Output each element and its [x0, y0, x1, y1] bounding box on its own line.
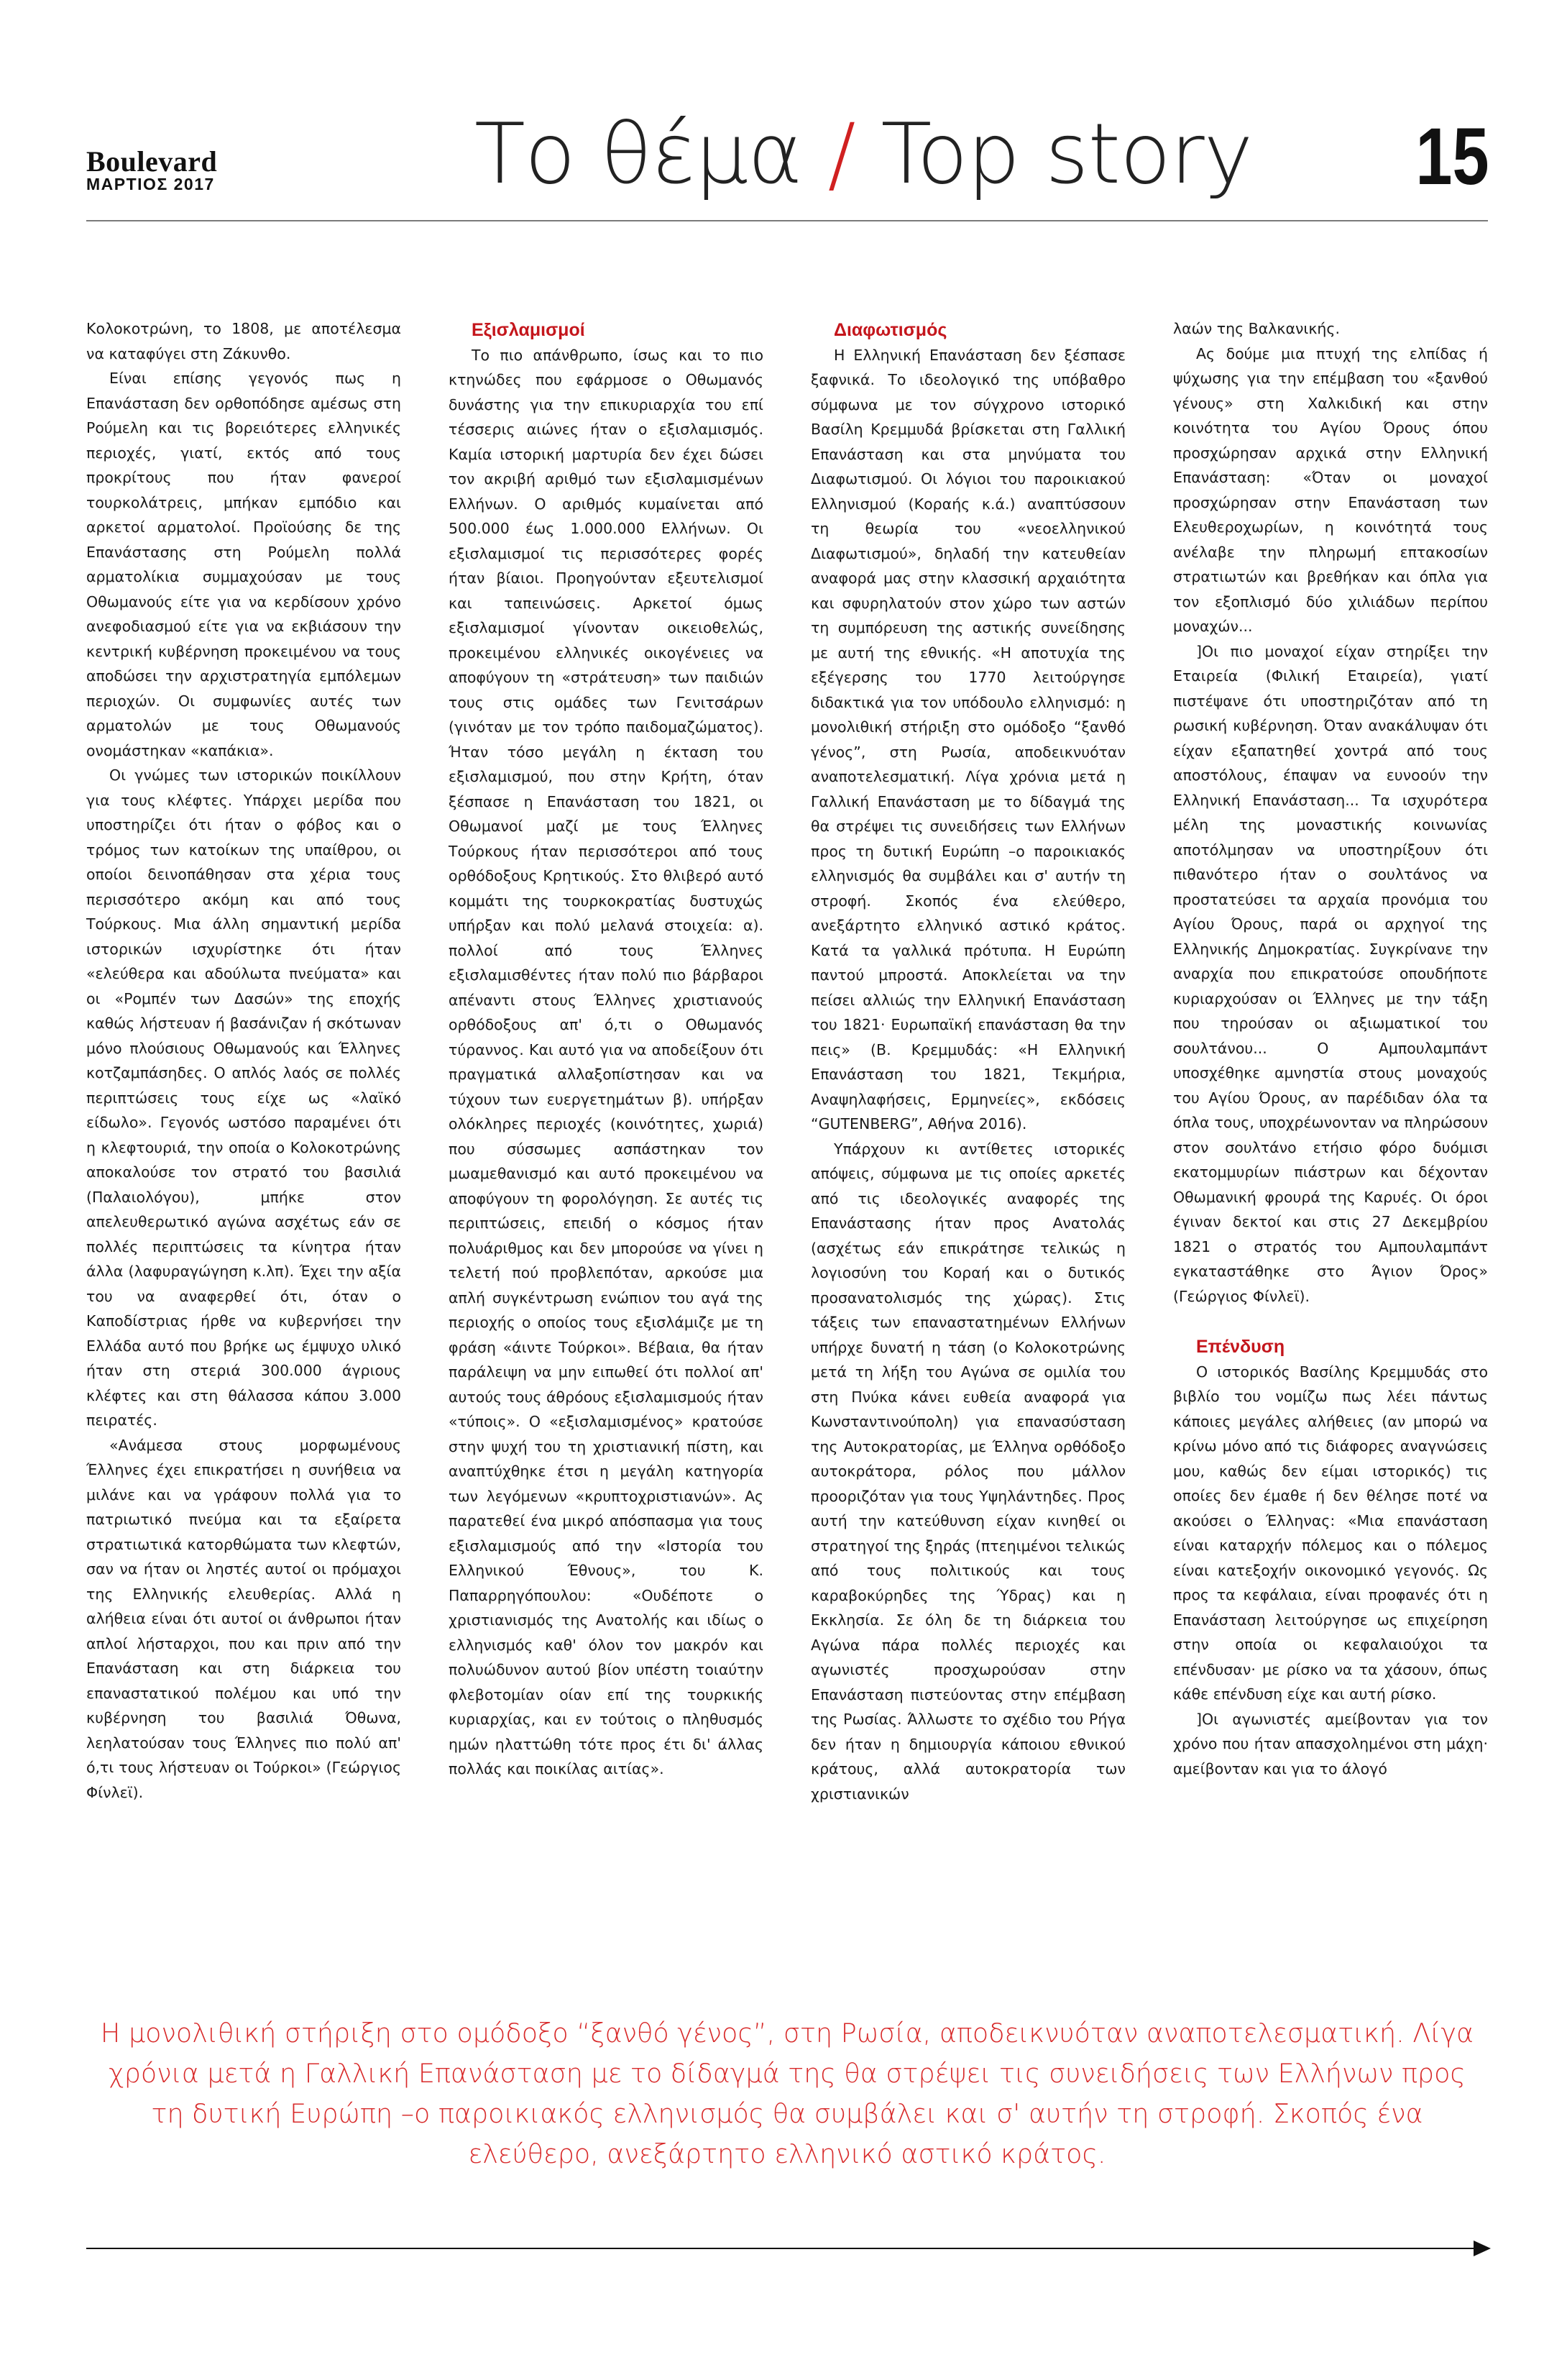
paragraph: Το πιο απάνθρωπο, ίσως και το πιο κτηνώδες που εφάρμοσε ο Οθωμανός δυνάστης για την επικυριαρχία του επί τέσσερις αιώνες ήταν ο εξισλαμισμός. Καμία ιστορική μαρτυρία δεν έχει δώσει τον ακριβή αριθμό των εξισλαμισμένων Ελλήνων. Ο αριθμός κυμαίνεται από 500.000 έως 1.000.000 Ελλήνων. Οι εξισλαμισμοί τις περισσότερες φορές ήταν βίαιοι. Προηγούνταν εξευτελισμοί και ταπεινώσεις. Αρκετοί όμως εξισλαμισμοί γίνονταν οικειοθελώς, προκειμένου ελληνικές οικογένειες να αποφύγουν τη «στράτευση» των παιδιών τους στις ομάδες των Γενιτσάρων (γινόταν με τον τρόπο παιδομαζώματος). Ήταν τόσο μεγάλη η έκταση του εξισλαμισμού, που στην Κρήτη, όταν ξέσπασε η Επανάσταση του 1821, οι Οθωμανοί μαζί με τους Έλληνες Τούρκους ήταν περισσότεροι από τους ορθόδοξους Κρητικούς. Στο θλιβερό αυτό κομμάτι της τουρκοκρατίας δυστυχώς υπήρξαν και πολύ μελανά στοιχεία: α). πολλοί από τους Έλληνες εξισλαμισθέντες ήταν πολύ πιο βάρβαροι απέναντι στους Έλληνες χριστιανούς ορθόδοξους απ' ό,τι ο Οθωμανός τύραννος. Και αυτό για να αποδείξουν ότι πραγματικά αλλαξοπίστησαν και να τύχουν των ευεργετημάτων β). υπήρξαν ολόκληρες περιοχές (κοινότητες, χωριά) που σύσσωμες ασπάστηκαν τον μωαμεθανισμό και αυτό προκειμένου να αποφύγουν τη φορολόγηση. Σε αυτές τις περιπτώσεις, επειδή ο κόσμος ήταν πολυάριθμος και δεν μπορούσε να γίνει η τελετή πού προβλεπόταν, αρκούσε μια απλή συγκέντρωση ενώπιον του αγά της περιοχής ο οποίος τους εξισλάμιζε με τη φράση «άιντε Τούρκοι». Βέβαια, θα ήταν παράλειψη να μην ειπωθεί ότι πολλοί απ' αυτούς τους άθρόους εξισλαμισμούς ήταν «τύποις». Ο «εξισλαμισμένος» κρατούσε στην ψυχή του τη χριστιανική πίστη, και αναπτύχθηκε έτσι η μεγάλη κατηγορία των λεγόμενων «κρυπτοχριστιανών». Ας παρατεθεί ένα μικρό απόσπασμα για τους εξισλαμισμούς από την «Ιστορία του Ελληνικού Έθνους», του Κ. Παπαρρηγόπουλου: «Ουδέποτε ο χριστιανισμός της Ανατολής και ιδίως ο ελληνισμός καθ' όλον τον μακρόν και πολυώδυνον αυτού βίον υπέστη τοιαύτην φλεβοτομίαν οίαν επί της τουρκικής κυριαρχίας, και εν τούτοις ο πληθυσμός ημών ηλαττώθη τότε προς έτι δι' άλλας πολλάς και ποικίλας αιτίας». [449, 346, 763, 1777]
paragraph: Υπάρχουν κι αντίθετες ιστορικές απόψεις, σύμφωνα με τις οποίες αρκετές από τις ιδεολογικές αναφορές της Επανάστασης ήταν προς Ανατολάς (ασχέτως εάν επικράτησε τελικώς η λογιοσύνη του Κοραή και ο δυτικός προσανατολισμός της χώρας). Στις τάξεις των επαναστατημένων Ελλήνων υπήρχε δυνατή η τάση (ο Κολοκοτρώνης μετά τη λήξη του Αγώνα σε ομιλία του στη Πνύκα κάνει ευθεία αναφορά για Κωνσταντινούπολη) για επανασύσταση της Αυτοκρατορίας, με Έλληνα ορθόδοξο αυτοκράτορα, ρόλος που μάλλον προοριζόταν για τους Υψηλάντηδες. Προς αυτή την κατεύθυνση είχαν κινηθεί οι στρατηγοί της ξηράς (πτεηιμένοι τελικώς από τους πολιτικούς και τους καραβοκύρηδες της Ύδρας) και η Εκκλησία. Σε όλη δε τη διάρκεια του Αγώνα πάρα πολλές περιοχές και αγωνιστές προσχωρούσαν στην Επανάσταση πιστεύοντας στην επέμβαση της Ρωσίας. Άλλωστε το σχέδιο του Ρήγα δεν ήταν η δημιουργία κάποιου εθνικού κράτους, αλλά αυτοκρατορία των χριστιανικών [811, 1140, 1126, 1803]
section-title-separator: / [801, 106, 881, 203]
text-column-2 [449, 316, 763, 1970]
paragraph: Ο ιστορικός Βασίλης Κρεμμυδάς στο βιβλίο του νομίζω πως λέει πάντως κάποιες μεγάλες αλήθειες (αν μπορώ να κρίνω μόνο από τις διάφορες αναγνώσεις μου, καθώς δεν είμαι ιστορικός) τις οποίες δεν έμαθε ή δεν θέλησε ποτέ να ακούσει ο Έλληνας: «Μια επανάσταση είναι καταρχήν πόλεμος και ο πόλεμος είναι κατεξοχήν οικονομικό γεγονός. Ως προς τα κεφάλαια, είναι προφανές ότι η Επανάσταση λειτούργησε ως επιχείρηση στην οποία οι κεφαλαιούχοι τα επένδυσαν· με ρίσκο να τα χάσουν, όπως κάθε επένδυση είχε και αυτή ρίσκο. [1173, 1363, 1488, 1703]
section-title-greek: Το θέμα [474, 106, 802, 203]
section-title-english: Top story [881, 106, 1253, 203]
text-column-3 [811, 316, 1126, 1970]
subheading: Επένδυση [1196, 1337, 1285, 1357]
subheading: Διαφωτισμός [834, 320, 947, 340]
text-column-1 [86, 316, 401, 1970]
paragraph: Η Ελληνική Επανάσταση δεν ξέσπασε ξαφνικά. Το ιδεολογικό της υπόβαθρο σύμφωνα με τον σύγχρονο ιστορικό Βασίλη Κρεμμυδά βρίσκεται στη Γαλλική Επανάσταση και στα μηνύματα του Διαφωτισμού. Οι λόγιοι του παροικιακού Ελληνισμού (Κοραής κ.ά.) αναπτύσσουν τη θεωρία του «νεοελληνικού Διαφωτισμού», δηλαδή την κατευθείαν αναφορά μας στην κλασσική αρχαιότητα και σφυρηλατούν στον χώρο των αστών τη συμπόρευση της αστικής συνείδησης με αυτή της εθνικής. «Η αποτυχία της εξέγερσης του 1770 λειτούργησε διδακτικά για τον υπόδουλο ελληνισμό: η μονολιθική στήριξη στο ομόδοξο “ξανθό γένος”, στη Ρωσία, αποδεικνυόταν αναποτελεσματική. Λίγα χρόνια μετά η Γαλλική Επανάσταση με το δίδαγμά της θα στρέψει τις συνειδήσεις των Ελλήνων προς τη δυτική Ευρώπη –ο παροικιακός ελληνισμός θα συμβάλει και σ' αυτήν τη στροφή. Σκοπός ένα ελεύθερο, ανεξάρτητο ελληνικό αστικό κράτος. Κατά τα γαλλικά πρότυπα. Η Ευρώπη παντού μπροστά. Αποκλείεται να την πείσει αλλιώς την Ελληνική Επανάσταση του 1821· Ευρωπαϊκή επανάσταση θα την πεις» (Β. Κρεμμυδάς: «Η Ελληνική Επανάσταση του 1821, Τεκμήρια, Αναψηλαφήσεις, Ερμηνείες», εκδόσεις “GUTENBERG”, Αθήνα 2016). [811, 346, 1126, 1132]
page-number: 15 [1415, 111, 1489, 201]
header-divider [86, 220, 1488, 221]
section-title [474, 106, 1253, 203]
paragraph: ]Οι πιο μοναχοί είχαν στηρίξει την Εταιρεία (Φιλική Εταιρεία), γιατί πιστέψανε ότι υποστηριζόταν από τη ρωσική κυβέρνηση. Όταν ανακάλυψαν ότι είχαν εξαπατηθεί χοντρά από τους αποστόλους, έπαψαν να ευνοούν την Ελληνική Επανάσταση... Τα ισχυρότερα μέλη της μοναστικής κοινωνίας αποτόλμησαν να υποστηρίξουν ότι πιθανότερο ήταν ο σουλτάνος να προστατεύσει τα αρχαία προνόμια του Αγίου Όρους, παρά οι αρχηγοί της Ελληνικής Δημοκρατίας. Συγκρίνανε την αναρχία που επικρατούσε οπουδήποτε κυριαρχούσαν οι Έλληνες με την τάξη που τηρούσαν οι αξιωματικοί του σουλτάνου... Ο Αμπουλαμπάντ υποσχέθηκε αμνηστία στους μοναχούς του Αγίου Όρους, αν παρέδιδαν όλα τα όπλα τους, υποχρέωνονταν να πληρώσουν στον σουλτάνο ετήσιο φόρο δυόμισι εκατομμυρίων πιάστρων και δέχονταν Οθωμανική φρουρά της Καρυές. Οι όροι έγιναν δεκτοί και στις 27 Δεκεμβρίου 1821 ο στρατός του Αμπουλαμπάντ εγκαταστάθηκε στο Άγιον Όρος» (Γεώργιος Φίνλεϊ). [1173, 642, 1488, 1305]
paragraph: Κολοκοτρώνη, το 1808, με αποτέλεσμα να καταφύγει στη Ζάκυνθο. [86, 320, 401, 362]
arrow-right-icon [1474, 2241, 1491, 2256]
footer-divider [86, 2248, 1475, 2249]
subheading: Εξισλαμισμοί [472, 320, 585, 340]
paragraph: Οι γνώμες των ιστορικών ποικίλλουν για τους κλέφτες. Υπάρχει μερίδα που υποστηρίζει ότι ήταν ο φόβος και ο τρόμος των κατοίκων της υπαίθρου, οι οποίοι δεινοπάθησαν στα χέρια τους περισσότερο ακόμη και από τους Τούρκους. Μια άλλη σημαντική μερίδα ιστορικών ισχυρίστηκε ότι ήταν «ελεύθερα και αδούλωτα πνεύματα» και οι «Ρομπέν των Δασών» της εποχής καθώς λήστευαν ή βασάνιζαν ή σκότωναν μόνο πλούσιους Οθωμανούς και Έλληνες κοτζαμπάσηδες. Ο απλός λαός σε πολλές περιπτώσεις τους είχε ως «λαϊκό είδωλο». Γεγονός ωστόσο παραμένει ότι η κλεφτουριά, την οποία ο Κολοκοτρώνης αποκαλούσε τον στρατό του βασιλιά (Παλαιολόγου), μπήκε στον απελευθερωτικό αγώνα ασχέτως εάν σε πολλές περιπτώσεις τα κίνητρα ήταν άλλα (λαφυραγώγηση κ.λπ). Έχει την αξία του να αναφερθεί ότι, όταν ο Καποδίστριας ήρθε να κυβερνήσει την Ελλάδα αυτό που βρήκε ως έμψυχο υλικό ήταν στη στεριά 300.000 άγριους κλέφτες και στη θάλασσα κάπου 3.000 πειρατές. [86, 766, 401, 1429]
paragraph: λαών της Βαλκανικής. [1173, 320, 1340, 337]
article-body [86, 316, 1488, 1970]
paragraph: Είναι επίσης γεγονός πως η Επανάσταση δεν ορθοπόδησε αμέσως στη Ρούμελη και τις βορειότερες ελληνικές περιοχές, γιατί, εκτός από τους προκρίτους που ήταν φανεροί τουρκολάτρεις, μπήκαν εμπόδιο και αρκετοί αρματολοί. Προϊούσης δε της Επανάστασης στη Ρούμελη πολλά αρματολίκια συμμαχούσαν με τους Οθωμανούς είτε για να κερδίσουν χρόνο ανεφοδιασμού είτε για να εκβιάσουν την κεντρική κυβέρνηση προκειμένου να τους αποδώσει την αρχιστρατηγία εμπόλεμων περιοχών. Οι συμφωνίες αυτές των αρματολών με τους Οθωμανούς ονομάστηκαν «καπάκια». [86, 370, 401, 759]
paragraph: «Ανάμεσα στους μορφωμένους Έλληνες έχει επικρατήσει η συνήθεια να μιλάνε και να γράφουν πολλά για το πατριωτικό πνεύμα και τα εξαίρετα στρατιωτικά κατορθώματα των κλεφτών, σαν να ήταν οι ληστές αυτοί οι πρόμαχοι της Ελληνικής ελευθερίας. Αλλά η αλήθεια είναι ότι αυτοί οι άνθρωποι ήταν απλοί λήσταρχοι, που και πριν από την Επανάσταση και στη διάρκεια του επαναστατικού πολέμου και υπό την κυβέρνηση του βασιλιά Όθωνα, λεηλατούσαν τους Έλληνες πιο πολύ απ' ό,τι τους λήστευαν οι Τούρκοι» (Γεώργιος Φίνλεϊ). [86, 1436, 401, 1801]
magazine-logo: Boulevard [86, 145, 218, 178]
issue-date: ΜΑΡΤΙΟΣ 2017 [86, 175, 215, 193]
pull-quote: Η μονολιθική στήριξη στο ομόδοξο “ξανθό γένος”, στη Ρωσία, αποδεικνυόταν αναποτελεσματική. Λίγα χρόνια μετά η Γαλλική Επανάσταση με το δίδαγμά της θα στρέψει τις συνειδήσεις των Ελλήνων προς τη δυτική Ευρώπη –ο παροικιακός ελληνισμός θα συμβάλει και σ' αυτήν τη στροφή. Σκοπός ένα ελεύθερο, ανεξάρτητο ελληνικό αστικό κράτος. [100, 2018, 1474, 2169]
paragraph: Ας δούμε μια πτυχή της ελπίδας ή ψύχωσης για την επέμβαση του «ξανθού γένους» στη Χαλκιδική και στην κοινότητα του Αγίου Όρους όπου προσχώρησαν αρχικά στην Ελληνική Επανάσταση: «Όταν οι μοναχοί προσχώρησαν στην Επανάσταση των Ελευθεροχωρίων, η κοινότητά τους ανέλαβε την πληρωμή επτακοσίων στρατιωτών και βρεθήκαν και όπλα για τον εξοπλισμό δύο χιλιάδων περίπου μοναχών... [1173, 344, 1488, 635]
text-column-4 [1173, 316, 1488, 1970]
paragraph: ]Οι αγωνιστές αμείβονταν για τον χρόνο που ήταν απασχολημένοι στη μάχη· αμείβονταν και για το άλογό [1173, 1710, 1488, 1777]
